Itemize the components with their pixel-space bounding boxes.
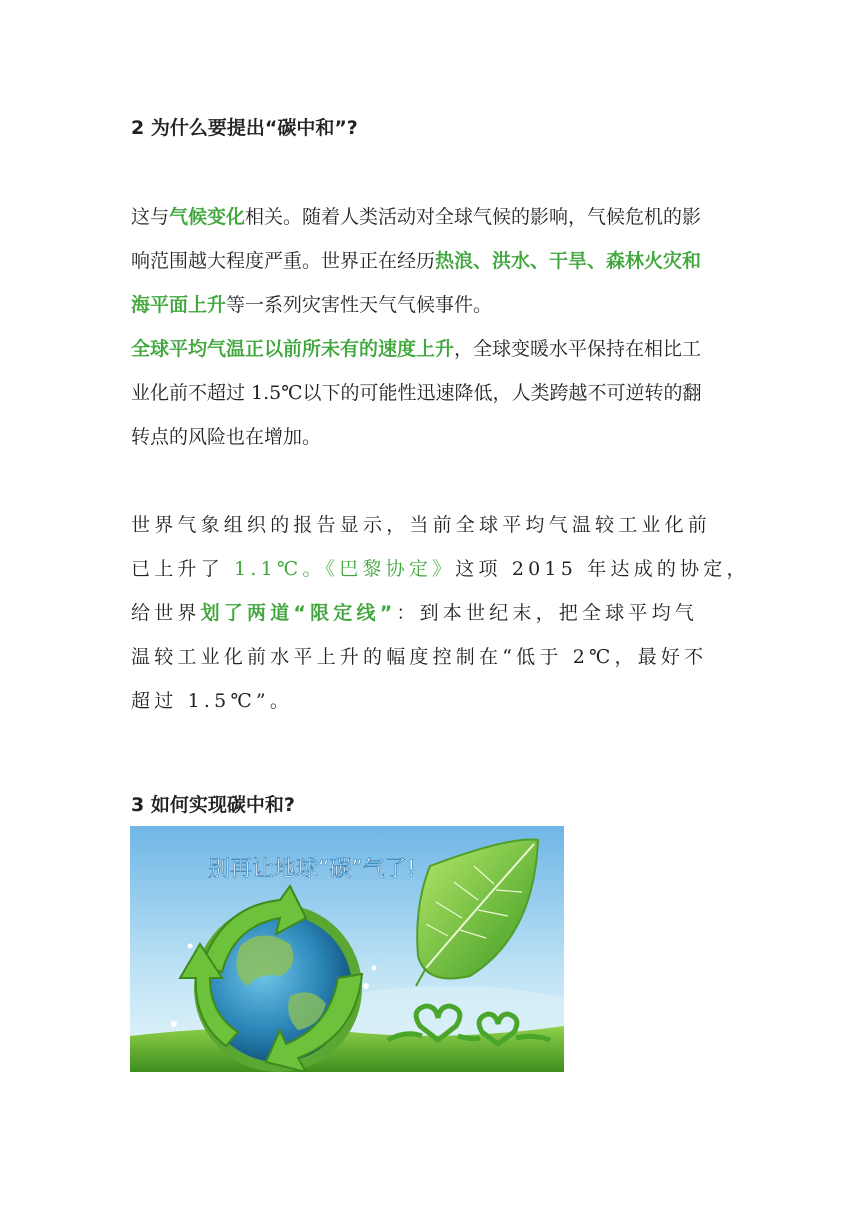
text-run: 相关。随着人类活动对全球气候的影响，气候危机的影 bbox=[245, 206, 702, 228]
text-line bbox=[131, 283, 741, 327]
illustration-svg bbox=[130, 826, 564, 1072]
text-run: ，全球变暖水平保持在相比工 bbox=[454, 338, 702, 360]
text-line bbox=[131, 239, 741, 283]
text-run: ：到本世纪末，把全球平均气 bbox=[396, 602, 698, 624]
text-line: 温较工业化前水平上升的幅度控制在“低于 2℃，最好不 bbox=[131, 646, 708, 668]
highlight-sea-level: 海平面上升 bbox=[131, 294, 227, 316]
highlight-climate-change: 气候变化 bbox=[169, 206, 246, 228]
text-run: 等一系列灾害性天气气候事件。 bbox=[226, 294, 493, 316]
caption-label: 别再让地球“碳”气了! bbox=[208, 857, 416, 882]
caption-text bbox=[208, 857, 416, 882]
highlight-paris-agreement: 1.1℃。《巴黎协定》 bbox=[234, 558, 456, 580]
earth-recycle-leaf-illustration bbox=[130, 826, 564, 1072]
text-run: 响范围越大程度严重。世界正在经历 bbox=[131, 250, 436, 272]
section-3-heading: 3 如何实现碳中和? bbox=[131, 794, 295, 816]
paragraph-paris-agreement bbox=[131, 503, 750, 723]
text-line bbox=[131, 327, 741, 371]
text-line: 超过 1.5℃”。 bbox=[131, 690, 294, 712]
text-line bbox=[131, 591, 741, 635]
text-run: 这与 bbox=[131, 206, 170, 228]
paragraph-climate-change bbox=[131, 195, 741, 459]
highlight-disasters: 热浪、洪水、干旱、森林火灾和 bbox=[435, 250, 702, 272]
text-line bbox=[131, 195, 741, 239]
highlight-limit-lines: 划了两道“限定线” bbox=[200, 602, 397, 624]
highlight-temperature-rise: 全球平均气温正以前所未有的速度上升 bbox=[131, 338, 455, 360]
text-line: 业化前不超过 1.5℃以下的可能性迅速降低，人类跨越不可逆转的翻 bbox=[131, 382, 702, 404]
section-2-heading: 2 为什么要提出“碳中和”? bbox=[131, 117, 358, 139]
text-run: 已上升了 bbox=[131, 558, 235, 580]
text-line: 世界气象组织的报告显示，当前全球平均气温较工业化前 bbox=[131, 514, 712, 536]
text-run: 这项 2015 年达成的协定， bbox=[455, 558, 750, 580]
text-line bbox=[131, 547, 750, 591]
text-run: 给世界 bbox=[131, 602, 201, 624]
text-line: 转点的风险也在增加。 bbox=[131, 426, 322, 448]
